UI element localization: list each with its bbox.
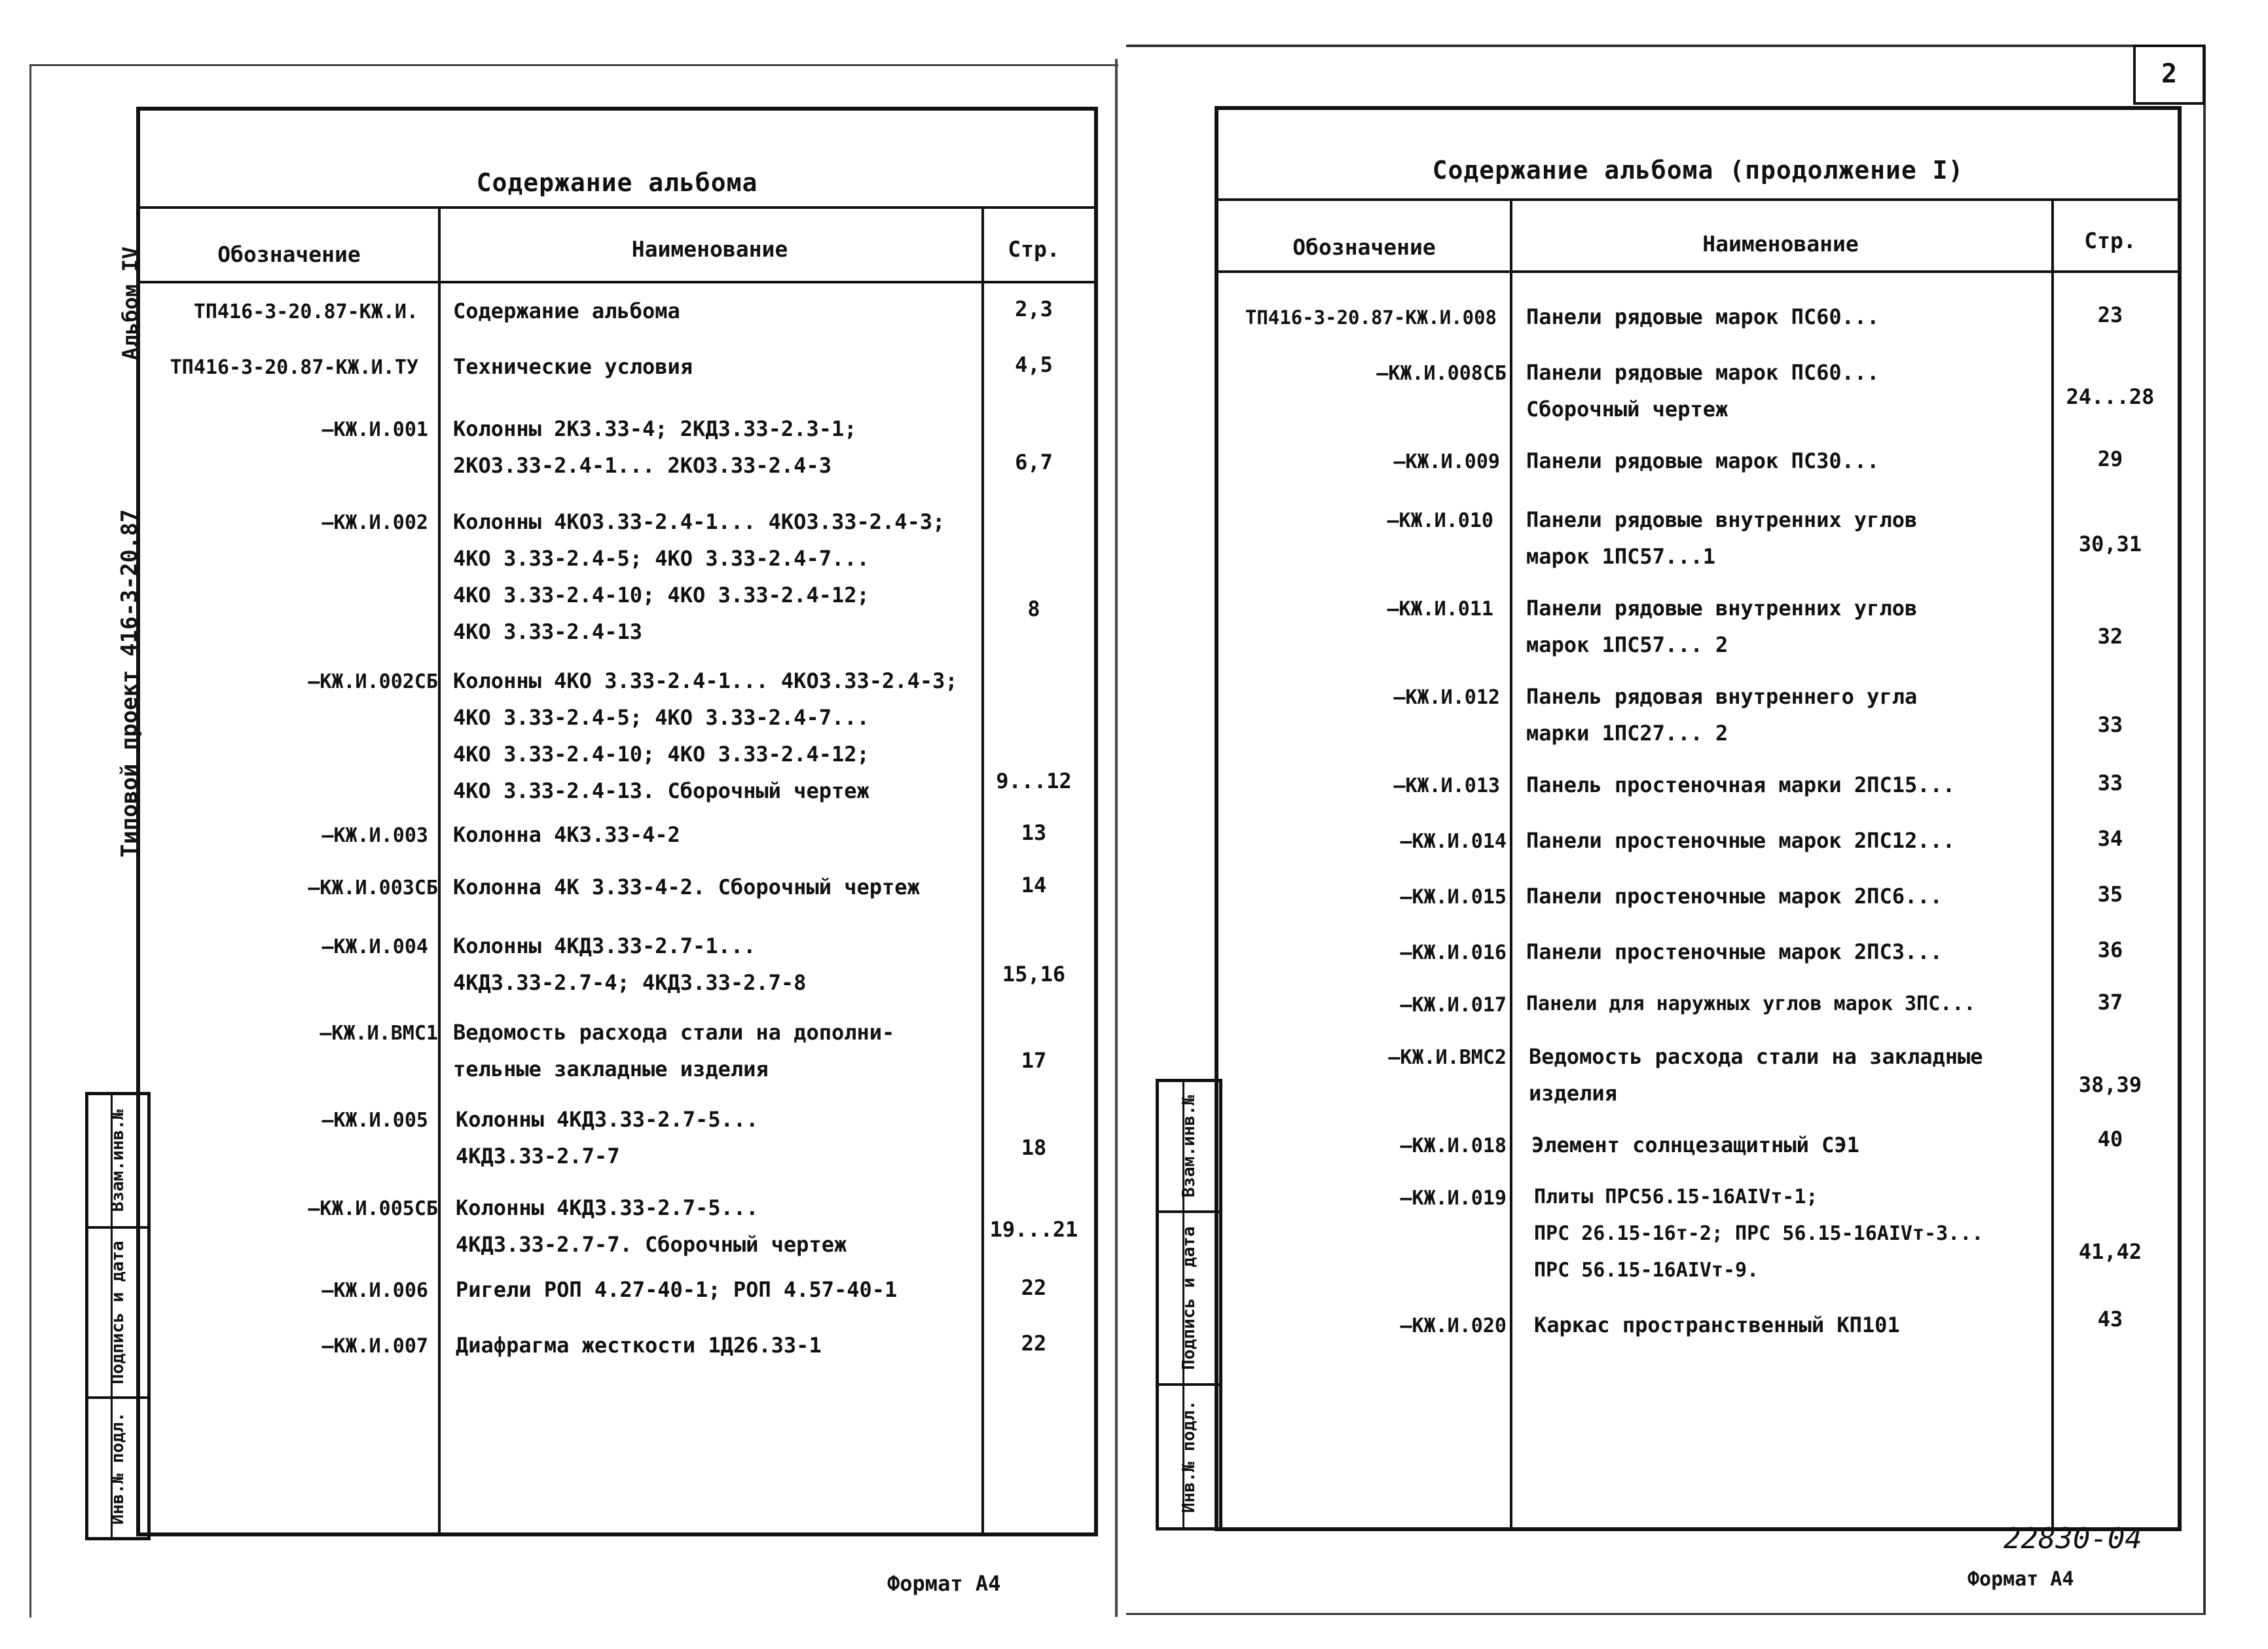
row-page: 13 [1021,820,1047,845]
row-name: Панели рядовые внутренних углов марок 1ПС57... 2 [1526,596,1918,657]
row-code: —КЖ.И.003 [321,824,428,847]
row-page: 15,16 [1002,962,1066,987]
row-code: ТП416-3-20.87-КЖ.И. [193,300,418,323]
row-name: Диафрагма жесткости 1Д26.33-1 [456,1333,822,1358]
album-side-label: Альбом IV [118,246,143,360]
inventory-number: 22830-04 [2003,1522,2142,1555]
row-code: —КЖ.И.001 [321,418,428,441]
row-page: 17 [1021,1048,1047,1073]
stamp-cell-sign-date [88,1229,147,1399]
row-name: Технические условия [453,354,693,379]
row-page: 8 [1027,596,1040,621]
row-page: 18 [1021,1135,1047,1160]
stamp-label-sign-date: Подпись и дата [1179,1226,1199,1370]
row-page: 29 [2097,446,2123,471]
left-header-page: Стр. [1008,236,1060,262]
row-name: Колонны 4КД3.33-2.7-1... 4КД3.33-2.7-4; 4КД3.33-2.7-8 [453,933,807,995]
row-page: 43 [2097,1307,2123,1332]
row-code: —КЖ.И.013 [1393,774,1500,797]
row-page: 30,31 [2078,532,2142,556]
row-name: Панели простеночные марок 2ПС3... [1526,939,1943,964]
stamp-label-inv-original: Инв.№ подл. [108,1411,128,1525]
right-col-divider-1 [1510,198,1512,1527]
right-header-designation: Обозначение [1292,234,1436,260]
left-table-title: Содержание альбома [476,168,758,197]
right-header-page: Стр. [2084,228,2136,253]
row-page: 34 [2097,826,2123,851]
right-contents-table [1215,106,2182,1531]
row-code: —КЖ.И.004 [321,935,428,958]
stamp-cell-replace-inv [88,1095,147,1229]
stamp-cell-inv-original [1159,1386,1219,1527]
sheet-divider [1115,59,1118,1617]
row-name: Ведомость расхода стали на дополни- тельные закладные изделия [453,1020,895,1081]
right-format-label: Формат А4 [1967,1568,2074,1591]
row-page: 35 [2097,882,2123,907]
row-page: 37 [2097,990,2123,1015]
row-page: 38,39 [2078,1072,2142,1097]
row-code: —КЖ.И.006 [321,1279,428,1302]
row-page: 23 [2097,302,2123,327]
row-name: Ведомость расхода стали на закладные изделия [1529,1044,1983,1106]
row-name: Каркас пространственный КП101 [1534,1313,1900,1337]
row-code: —КЖ.И.ВМС1 [320,1022,438,1045]
row-page: 2,3 [1015,297,1053,321]
row-page: 22 [1021,1331,1047,1356]
sheet-number-box [2133,45,2205,105]
row-name: Колонны 4КО3.33-2.4-1... 4КО3.33-2.4-3; 4КО 3.33-2.4-5; 4КО 3.33-2.4-7... 4КО 3.33-2.4-10; 4КО 3.33-2.4-12; 4КО 3.33-2.4-13 [453,509,945,644]
stamp-inner-divider [1182,1082,1184,1527]
row-code: —КЖ.И.018 [1400,1134,1507,1157]
left-title-rule [140,206,1094,209]
left-format-label: Формат А4 [887,1571,1001,1596]
left-contents-table [136,107,1098,1536]
row-name: Панели рядовые внутренних углов марок 1ПС57...1 [1526,507,1918,569]
row-code: —КЖ.И.005СБ [308,1197,438,1220]
row-page: 9...12 [996,769,1072,793]
row-page: 33 [2097,712,2123,737]
row-name: Колонны 4КД3.33-2.7-5... 4КД3.33-2.7-7. Сборочный чертеж [456,1195,847,1257]
left-header-name: Наименование [631,236,788,262]
left-col-divider-1 [438,206,441,1532]
row-page: 4,5 [1015,352,1053,377]
row-code: —КЖ.И.002 [321,511,428,534]
row-page: 33 [2097,770,2123,795]
row-code: —КЖ.И.ВМС2 [1388,1046,1507,1069]
row-code: —КЖ.И.008СБ [1376,362,1507,385]
row-name: Элемент солнцезащитный СЭ1 [1531,1133,1859,1157]
stamp-cell-inv-original [88,1399,147,1537]
row-code: —КЖ.И.014 [1400,830,1507,853]
row-page: 32 [2097,624,2123,649]
row-name: Панель рядовая внутреннего угла марки 1ПС27... 2 [1526,684,1918,746]
row-code: —КЖ.И.017 [1400,994,1507,1017]
row-page: 36 [2097,937,2123,962]
stamp-cell-sign-date [1159,1213,1219,1386]
row-name: Ригели РОП 4.27-40-1; РОП 4.57-40-1 [456,1277,898,1302]
row-code: —КЖ.И.015 [1400,886,1507,909]
row-code: —КЖ.И.003СБ [308,877,438,899]
row-code: —КЖ.И.009 [1393,450,1500,473]
row-code: —КЖ.И.002СБ [308,670,438,693]
stamp-label-sign-date: Подпись и дата [108,1241,128,1385]
row-code: —КЖ.И.020 [1400,1314,1507,1337]
row-code: —КЖ.И.010 [1387,509,1493,532]
row-page: 24...28 [2066,384,2155,409]
row-name: Колонны 2К3.33-4; 2КД3.33-2.3-1; 2КО3.33-2.4-1... 2КО3.33-2.4-3 [453,416,857,478]
row-page: 22 [1021,1275,1047,1300]
right-stamp-strip [1156,1079,1222,1531]
row-name: Панели рядовые марок ПС60... [1526,304,1880,329]
row-name: Панели рядовые марок ПС30... [1526,448,1880,473]
row-name: Содержание альбома [453,299,680,323]
project-side-label: Типовой проект 416-3-20.87 [117,509,143,858]
row-page: 19...21 [989,1217,1078,1242]
left-header-designation: Обозначение [217,242,361,267]
row-code: —КЖ.И.012 [1393,686,1500,709]
row-name: Панели рядовые марок ПС60... Сборочный чертеж [1526,360,1880,422]
row-code: ТП416-3-20.87-КЖ.И.ТУ [170,356,418,379]
row-page: 41,42 [2078,1239,2142,1264]
stamp-label-replace-inv: Взам.инв.№ [1179,1095,1199,1198]
right-header-rule [1218,270,2178,273]
row-name: Колонна 4К3.33-4-2 [453,822,680,847]
row-name: Колонны 4КО 3.33-2.4-1... 4КО3.33-2.4-3; 4КО 3.33-2.4-5; 4КО 3.33-2.4-7... 4КО 3.33-2.4-10; 4КО 3.33-2.4-12; 4КО 3.33-2.4-13. Сборочный чертеж [453,668,958,803]
left-stamp-strip [85,1092,151,1540]
right-table-title: Содержание альбома (продолжение I) [1432,156,1964,185]
row-name: Панели простеночные марок 2ПС12... [1526,828,1956,853]
row-name: Панели для наружных углов марок 3ПС... [1526,992,1976,1015]
row-page: 40 [2097,1127,2123,1151]
row-page: 6,7 [1015,450,1053,475]
right-title-rule [1218,198,2178,201]
row-name: Колонны 4КД3.33-2.7-5... 4КД3.33-2.7-7 [456,1107,759,1169]
row-code: —КЖ.И.016 [1400,941,1507,964]
row-code: —КЖ.И.007 [321,1335,428,1358]
row-code: —КЖ.И.019 [1400,1187,1507,1210]
right-header-name: Наименование [1702,231,1859,257]
row-name: Панель простеночная марки 2ПС15... [1526,772,1956,797]
row-code: —КЖ.И.011 [1387,598,1493,621]
row-name: Плиты ПРС56.15-16АIVт-1; ПРС 26.15-16т-2; ПРС 56.15-16АIVт-3... ПРС 56.15-16АIVт-9. [1534,1186,1984,1282]
sheet-number: 2 [2161,59,2178,89]
left-header-rule [140,281,1094,283]
row-page: 14 [1021,873,1047,897]
row-code: —КЖ.И.005 [321,1109,428,1132]
stamp-cell-replace-inv [1159,1082,1219,1213]
row-code: ТП416-3-20.87-КЖ.И.008 [1245,306,1497,329]
stamp-label-replace-inv: Взам.инв.№ [108,1109,128,1212]
stamp-inner-divider [111,1095,113,1537]
stamp-label-inv-original: Инв.№ подл. [1179,1400,1199,1513]
row-name: Колонна 4К 3.33-4-2. Сборочный чертеж [453,875,920,899]
row-name: Панели простеночные марок 2ПС6... [1526,884,1943,909]
